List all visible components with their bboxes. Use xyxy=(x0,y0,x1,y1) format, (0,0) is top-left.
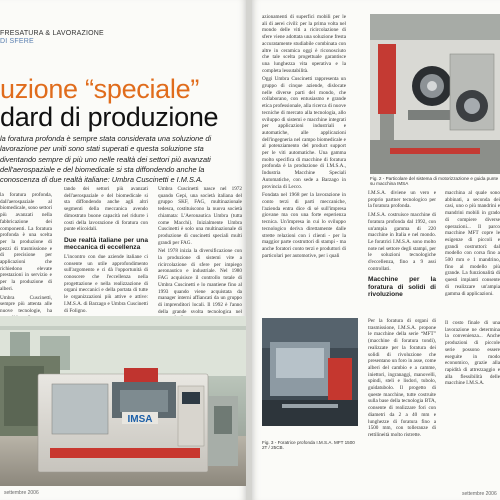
body-column-h xyxy=(445,320,500,389)
figure-caption-2: Fig. 2 - Particolare del sistema di motorizzazione e guida punte su macchina IMSA xyxy=(370,176,499,187)
paragraph: azionamenti di superfici mobili per le ali di aerei civili: per la prima volta nel mondo delle viti a ricircolazione di sfere viene adottata una soluzione fresta accuratamente studiabile combinata con altre in ceramica oggi è riconosciuto che tale scelta progettuale garantisce una lunghezza vita operativa e la completa lessutabilità. xyxy=(262,14,346,74)
paragraph: la foratura profonda, dall'aerospaziale al biomedicale, sono settori più avanzati nella fabbricazione dei componenti. La foratura profonda è una scelta per la produzione di pezzi di trasmissione e di precisione per applicazioni che richiedono elevate prestazioni in servizio e per la produzione di alberi. xyxy=(0,192,53,292)
body-column-c xyxy=(158,186,242,324)
section-heading: Due realtà italiane per una meccanica di eccellenza xyxy=(64,236,148,252)
title-line-1: uzione “speciale” xyxy=(0,74,200,104)
page-folio: settembre 2006 xyxy=(462,491,497,497)
machine-photo xyxy=(0,316,246,486)
body-column-b xyxy=(64,186,148,316)
paragraph: I.M.S.A. diviene un vero e proprio partner tecnologico per la foratura profonda. xyxy=(368,190,436,210)
left-page xyxy=(0,0,246,500)
spindle-detail-photo xyxy=(370,14,500,174)
paragraph: I.M.S.A. costruisce macchine di foratura profonda dal 1992, con un'ampia gamma di 220 macchine in Italia e nel mondo. Le foratrici I.M.S.A. sono molto note nel settore degli stampi, per le soluzioni tecnologiche d'eccellenza, fino a 9 assi controllati. xyxy=(368,212,436,272)
paragraph: Per la foratura di organi di trasmissione, I.M.S.A. propone le macchine della serie “MFT” (macchine di foratura tondi), realizzate per la foratura dei solidi di rivoluzione che presentano un foro in asse, come alberi del cambio e a camme, iniettori, ingranaggi, manovelli, spindi, steli e lisdori, tubolo, guidatubolo. Il progetto di queste macchine, tutte costruite sulla base della tecnologia BTA, consente di realizzare fori con diametri da 2 a 40 mm e lunghezze di foratura fino a 1500 mm, con tolleranze di rettilineità molto ristrette. xyxy=(368,318,436,438)
section-kicker xyxy=(0,30,104,46)
paragraph: Nel 1978 inizia la diversificazione con la produzione di sistemi vite a ricircolazione di sfere per impiego aeronautico e industriale. Nel 1980 FAG acquisisce il controllo totale di Umbra Cuscinetti e lo mantiene fino al 1993 quando viene acquistata da manager interni affiancati da un gruppo di imprenditori locali. Il 1992 è l'anno della grande svolta tecnologica nel xyxy=(158,248,242,315)
title-line-2: dard di produzione xyxy=(0,102,219,132)
body-column-d xyxy=(262,14,346,261)
paragraph: L'incontro con due aziende italiane ci consente un utile approfondimento sull'argomento e ci dà l'opportunità di conoscere che l'eccellenza nella progettazione e nella realizzazione di organi meccanici e della portata di tutte le organizzazioni più attive e attive: I.M.S.A. di Barzago e Umbra Cuscinetti di Foligno. xyxy=(64,253,148,314)
body-column-f xyxy=(445,190,500,299)
paragraph: Umbra Cuscinetti nasce nel 1972 quando Gepi, una società italiana del gruppo SKF, FAG, multinazionale tedesca, costituiscono la nuova società chiamata: L'Aeronautica Umbra (tutta come Macchi). Inizialmente Umbra Cuscinetti è solo una multinazionale di produzione di cuscinetti speciali multi grandi per FAG. xyxy=(158,186,242,246)
svg-text:IMSA: IMSA xyxy=(127,414,153,425)
figure-caption-3: Fig. 3 - Foratrice profonda I.M.S.A. MFT 1500 2T / 25CB. xyxy=(262,440,355,451)
page-folio: settembre 2006 xyxy=(4,490,39,496)
paragraph: Umbra Cuscinetti, sempre più attenta alle nuove tecnologie, ha xyxy=(0,294,52,314)
lead-paragraph: la foratura profonda è sempre stata considerata una soluzione di lavorazione per uniti sono stati superati e questa soluzione sta diventando sempre di più uno nelle realtà dei settori più avanzati dell'aerospaziale e del biomedicale si sta diffondendo anche la conoscenza di due realtà italiane: Umbra Cuscinetti e I.M.S.A. xyxy=(0,134,212,185)
body-column-g xyxy=(368,318,436,441)
paragraph: Fondata nel 1968 per la lavorazione in conto terzi di parti meccaniche, l'azienda entra dice di sé sull'impresa giovane ma con una forte esperienza tecnica. Un'impresa in cui lo sviluppo tecnologico deriva direttamente dalle strette relazioni con i clienti - per la maggior parte costruttori di stampi - ma anche foratori conto terzi e produttori di particolari per automotive, per i quali xyxy=(262,192,346,259)
drilling-machine-photo xyxy=(262,318,358,426)
imsa-logo xyxy=(122,412,158,425)
paragraph: Il costo finale di una lavorazione ne determina la convenienza... Anche produzioni di piccole serie possono essere eseguite in modo economico, grazie alla rapidità di attrezzaggio e alla flessibilità delle macchine I.M.S.A. xyxy=(445,320,500,387)
right-page xyxy=(252,0,500,500)
kicker-line-2: DI SFERE xyxy=(0,38,34,45)
paragraph: tando dei settori più avanzati dell'aerospaziale e del biomedicale si sta diffondendo anche agli altri segmenti della meccanica avendo dimostrato buone capacità nel ridurre i costi della lavorazione di foratura con punte elicoidali. xyxy=(64,186,148,233)
kicker-line-1: FRESATURA & LAVORAZIONE xyxy=(0,30,104,37)
section-heading: Macchine per la foratura di solidi di rivoluzione xyxy=(368,276,436,299)
body-column-e xyxy=(368,190,436,301)
paragraph: macchina al quale sono abbinati, a seconda dei casi, uno o più mandrini e mandrini mobili in grado di compiere diverse operazioni... Il parco macchine MFT copre le esigenze di piccoli e grandi costruttori: dal modello con corsa fino a 500 mm e 1 mandrino, fino al modello più grande. La funzionalità di questi impianti consente di realizzare un'ampia gamma di applicazioni. xyxy=(445,190,500,297)
paragraph: Oggi Umbra Cuscinetti rappresenta un gruppo di cinque aziende, dislocate nelle diverse parti del mondo, che collaborano, con entusiasmo e grande etica professionale, alla ricerca di nuove tecniche di mercato alla tecnologia, allo sviluppo di sistemi e macchine integrati per applicazioni industriali e automatiche, alle applicazioni dell'ingegneria nel campo biomedicale e al potenziamento del product support per le viti automatiche. Una gamma molto specifica di macchine di foratura profonda è la produzione di I.M.S.A., Industria Macchine Speciali Automatiche, con sede a Barzago in provincia di Lecco. xyxy=(262,76,346,190)
